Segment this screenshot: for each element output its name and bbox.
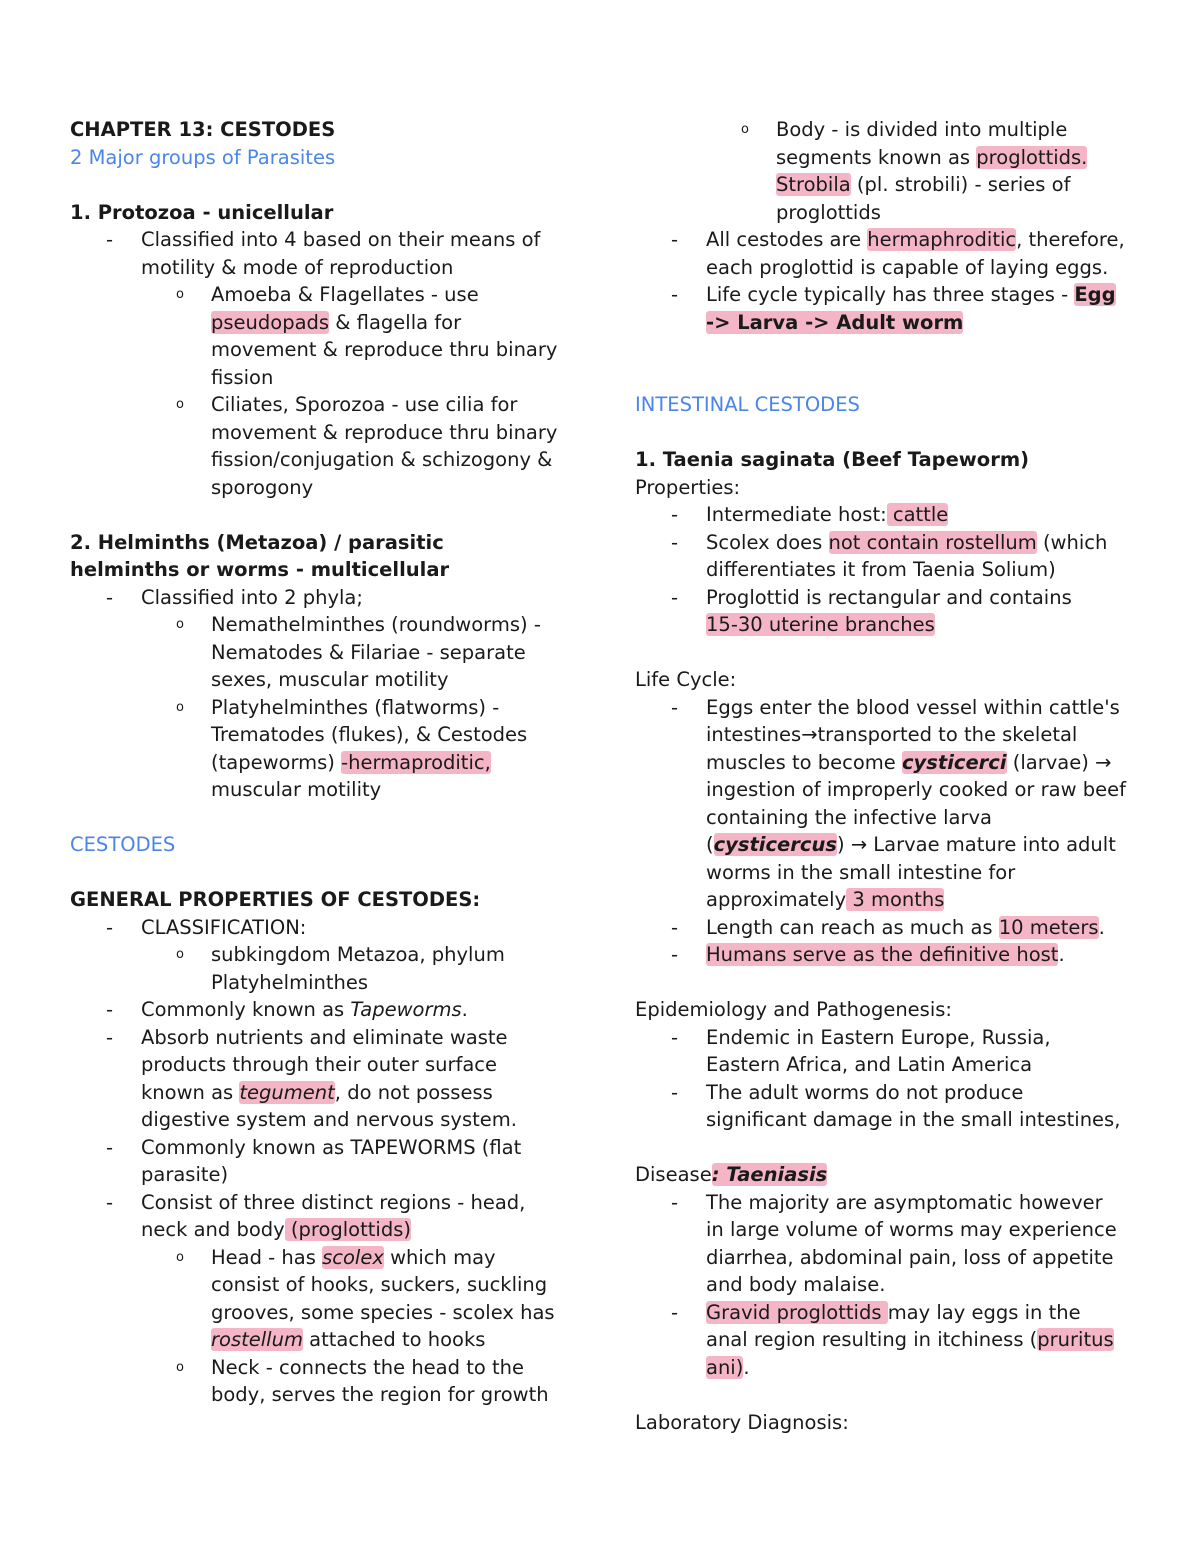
sub-list-item: o Neck - connects the head to the bbox=[70, 1354, 590, 1382]
circle-bullet-icon: o bbox=[176, 1249, 184, 1265]
list-item: - Commonly known as TAPEWORMS (flat bbox=[70, 1134, 590, 1162]
highlight: -> Larva -> Adult worm bbox=[706, 310, 964, 334]
sub-list-item: o Body - is divided into multiple bbox=[635, 116, 1145, 144]
circle-bullet-icon: o bbox=[741, 122, 749, 137]
sub-list-item-cont: movement & reproduce thru binary bbox=[211, 420, 558, 444]
list-item-cont: each proglottid is capable of laying eggs. bbox=[706, 255, 1109, 279]
left-column bbox=[70, 116, 590, 1409]
highlight: cysticercus bbox=[713, 833, 837, 856]
highlight: pseudopads bbox=[211, 310, 330, 334]
chapter-title: CHAPTER 13: CESTODES bbox=[70, 118, 336, 141]
highlight: cysticerci bbox=[902, 750, 1007, 774]
highlight: rostellum bbox=[211, 1328, 303, 1351]
disease-label: Disease: Taeniasis bbox=[635, 1163, 828, 1186]
spacer bbox=[635, 639, 1145, 667]
list-item: - Proglottid is rectangular and contains bbox=[635, 584, 1145, 612]
dash-bullet-icon: - bbox=[106, 915, 114, 939]
sub-list-item-cont: Trematodes (flukes), & Cestodes bbox=[211, 723, 528, 746]
list-item: - Classified into 4 based on their means of bbox=[70, 226, 590, 254]
list-item: - Intermediate host: cattle bbox=[635, 501, 1145, 529]
highlight: 3 months bbox=[846, 888, 945, 911]
sub-list-item-cont: consist of hooks, suckers, suckling bbox=[211, 1273, 548, 1296]
list-item-cont: and body malaise. bbox=[706, 1273, 886, 1296]
spacer bbox=[70, 501, 590, 529]
sub-list-item: o Ciliates, Sporozoa - use cilia for bbox=[70, 391, 590, 419]
highlight: Egg bbox=[1074, 283, 1116, 306]
list-item-cont: anal region resulting in itchiness (pruritus bbox=[706, 1328, 1114, 1351]
life-cycle-label: Life Cycle: bbox=[635, 668, 737, 691]
dash-bullet-icon: - bbox=[671, 943, 679, 966]
list-item-cont: intestines→transported to the skeletal bbox=[706, 723, 1078, 746]
subtitle: 2 Major groups of Parasites bbox=[70, 145, 336, 169]
dash-bullet-icon: - bbox=[671, 695, 679, 719]
spacer bbox=[635, 1134, 1145, 1162]
properties-label: Properties: bbox=[635, 475, 741, 499]
dash-bullet-icon: - bbox=[671, 1190, 679, 1214]
list-item: - The adult worms do not produce bbox=[635, 1079, 1145, 1107]
dash-bullet-icon: - bbox=[671, 503, 679, 526]
sub-list-item-cont: grooves, some species - scolex has bbox=[211, 1300, 555, 1324]
highlight: hermaphroditic bbox=[867, 228, 1017, 251]
dash-bullet-icon: - bbox=[671, 1025, 679, 1049]
sub-list-item-cont: sexes, muscular motility bbox=[211, 668, 449, 691]
highlight: pruritus bbox=[1037, 1328, 1114, 1351]
list-item-cont: ingestion of improperly cooked or raw beef bbox=[706, 778, 1126, 801]
sub-list-item-cont: rostellum attached to hooks bbox=[211, 1328, 486, 1351]
sub-list-item: o Head - has scolex which may bbox=[70, 1244, 590, 1272]
list-item: - Eggs enter the blood vessel within cattle's bbox=[635, 694, 1145, 722]
list-item-cont: worms in the small intestine for bbox=[706, 860, 1016, 884]
sub-list-item-cont: pseudopads & flagella for bbox=[211, 310, 462, 334]
sub-list-item: o subkingdom Metazoa, phylum bbox=[70, 941, 590, 969]
cestodes-heading: CESTODES bbox=[70, 833, 176, 856]
circle-bullet-icon: o bbox=[176, 947, 184, 962]
helminths-heading-cont: helminths or worms - multicellular bbox=[70, 558, 450, 581]
circle-bullet-icon: o bbox=[176, 287, 184, 302]
highlight: Humans serve as the definitive host bbox=[706, 943, 1059, 966]
list-item-cont: in large volume of worms may experience bbox=[706, 1218, 1117, 1241]
list-item: - Consist of three distinct regions - head, bbox=[70, 1189, 590, 1217]
spacer bbox=[635, 336, 1145, 364]
list-item-cont: containing the infective larva bbox=[706, 805, 992, 829]
list-item: - The majority are asymptomatic however bbox=[635, 1189, 1145, 1217]
spacer bbox=[635, 1381, 1145, 1409]
dash-bullet-icon: - bbox=[106, 228, 114, 251]
spacer bbox=[635, 364, 1145, 392]
circle-bullet-icon: o bbox=[176, 1359, 184, 1375]
list-item: - Endemic in Eastern Europe, Russia, bbox=[635, 1024, 1145, 1052]
list-item-cont: diarrhea, abdominal pain, loss of appetite bbox=[706, 1245, 1114, 1269]
dash-bullet-icon: - bbox=[671, 1300, 679, 1324]
list-item: - All cestodes are hermaphroditic, therefore, bbox=[635, 226, 1145, 254]
sub-list-item-cont: movement & reproduce thru binary bbox=[211, 338, 558, 361]
dash-bullet-icon: - bbox=[671, 585, 679, 609]
list-item: - Life cycle typically has three stages - Egg bbox=[635, 281, 1145, 309]
dash-bullet-icon: - bbox=[106, 1025, 114, 1049]
list-item-cont: digestive system and nervous system. bbox=[141, 1108, 517, 1131]
sub-list-item-cont: Platyhelminthes bbox=[211, 970, 369, 994]
dash-bullet-icon: - bbox=[106, 585, 114, 609]
list-item-cont: muscles to become cysticerci (larvae) → bbox=[706, 750, 1112, 774]
highlight: -hermaproditic, bbox=[341, 750, 491, 774]
spacer bbox=[70, 171, 590, 199]
helminths-heading: 2. Helminths (Metazoa) / parasitic bbox=[70, 530, 444, 554]
dash-bullet-icon: - bbox=[671, 228, 679, 251]
list-item-cont: neck and body (proglottids) bbox=[141, 1218, 411, 1241]
highlight: proglottids. bbox=[976, 145, 1088, 169]
sub-list-item-cont: Nematodes & Filariae - separate bbox=[211, 640, 526, 664]
highlight: 15-30 uterine branches bbox=[706, 613, 935, 636]
sub-list-item-cont: body, serves the region for growth bbox=[211, 1383, 549, 1406]
highlight: scolex bbox=[322, 1245, 384, 1269]
sub-list-item-cont: segments known as proglottids. bbox=[776, 145, 1088, 169]
highlight: ani) bbox=[706, 1355, 744, 1379]
sub-list-item: o Nemathelminthes (roundworms) - bbox=[70, 611, 590, 639]
dash-bullet-icon: - bbox=[671, 530, 679, 554]
taenia-saginata-heading: 1. Taenia saginata (Beef Tapeworm) bbox=[635, 448, 1030, 471]
circle-bullet-icon: o bbox=[176, 397, 184, 412]
dash-bullet-icon: - bbox=[671, 283, 679, 306]
list-item: - Scolex does not contain rostellum (which bbox=[635, 529, 1145, 557]
list-item-cont: ani). bbox=[706, 1355, 750, 1379]
highlight: 10 meters bbox=[998, 915, 1099, 939]
spacer bbox=[70, 859, 590, 887]
general-properties-heading: GENERAL PROPERTIES OF CESTODES: bbox=[70, 888, 481, 911]
list-item-cont bbox=[635, 611, 1145, 639]
sub-list-item-cont: muscular motility bbox=[211, 778, 382, 801]
list-item: - Humans serve as the definitive host. bbox=[635, 941, 1145, 969]
list-item: - Gravid proglottids may lay eggs in the bbox=[635, 1299, 1145, 1327]
highlight: tegument bbox=[239, 1080, 335, 1104]
list-item-cont: known as tegument, do not possess bbox=[141, 1080, 493, 1104]
highlight: : Taeniasis bbox=[711, 1163, 828, 1186]
dash-bullet-icon: - bbox=[671, 1080, 679, 1104]
highlight: Gravid proglottids bbox=[706, 1300, 888, 1324]
right-column bbox=[635, 116, 1145, 1436]
spacer bbox=[635, 419, 1145, 447]
sub-list-item-cont: fission bbox=[211, 365, 274, 389]
sub-list-item: o Amoeba & Flagellates - use bbox=[70, 281, 590, 309]
list-item-cont: significant damage in the small intestines, bbox=[706, 1108, 1121, 1131]
protozoa-heading: 1. Protozoa - unicellular bbox=[70, 200, 334, 224]
epidemiology-label: Epidemiology and Pathogenesis: bbox=[635, 998, 952, 1021]
circle-bullet-icon: o bbox=[176, 699, 184, 715]
list-item-cont: Eastern Africa, and Latin America bbox=[706, 1053, 1033, 1076]
sub-list-item-cont: Strobila (pl. strobili) - series of bbox=[776, 173, 1071, 196]
list-item-cont: products through their outer surface bbox=[141, 1053, 498, 1076]
dash-bullet-icon: - bbox=[106, 1135, 114, 1159]
list-item: - Classified into 2 phyla; bbox=[70, 584, 590, 612]
list-item: - CLASSIFICATION: bbox=[70, 914, 590, 942]
highlight: Strobila bbox=[776, 173, 851, 196]
list-item-cont: (cysticercus) → Larvae mature into adult bbox=[706, 833, 1116, 856]
dash-bullet-icon: - bbox=[671, 915, 679, 939]
list-item-cont bbox=[635, 309, 1145, 337]
spacer bbox=[70, 804, 590, 832]
highlight: not contain rostellum bbox=[828, 530, 1037, 554]
laboratory-diagnosis-label: Laboratory Diagnosis: bbox=[635, 1410, 849, 1434]
list-item-cont: approximately 3 months bbox=[706, 888, 945, 911]
dash-bullet-icon: - bbox=[106, 1190, 114, 1214]
list-item: - Length can reach as much as 10 meters. bbox=[635, 914, 1145, 942]
list-item-cont: parasite) bbox=[141, 1163, 229, 1186]
highlight: (proglottids) bbox=[284, 1218, 411, 1241]
intestinal-cestodes-heading: INTESTINAL CESTODES bbox=[635, 393, 860, 416]
spacer bbox=[635, 969, 1145, 997]
dash-bullet-icon: - bbox=[106, 998, 114, 1021]
list-item: - Commonly known as Tapeworms. bbox=[70, 996, 590, 1024]
list-item-cont: motility & mode of reproduction bbox=[141, 255, 454, 279]
sub-list-item-cont: proglottids bbox=[776, 200, 881, 224]
circle-bullet-icon: o bbox=[176, 617, 184, 632]
highlight: cattle bbox=[886, 503, 949, 526]
sub-list-item-cont: fission/conjugation & schizogony & bbox=[211, 448, 553, 471]
sub-list-item-cont: (tapeworms) -hermaproditic, bbox=[211, 750, 491, 774]
list-item: - Absorb nutrients and eliminate waste bbox=[70, 1024, 590, 1052]
sub-list-item: o Platyhelminthes (flatworms) - bbox=[70, 694, 590, 722]
sub-list-item-cont: sporogony bbox=[211, 475, 314, 499]
list-item-cont: differentiates it from Taenia Solium) bbox=[706, 558, 1056, 581]
